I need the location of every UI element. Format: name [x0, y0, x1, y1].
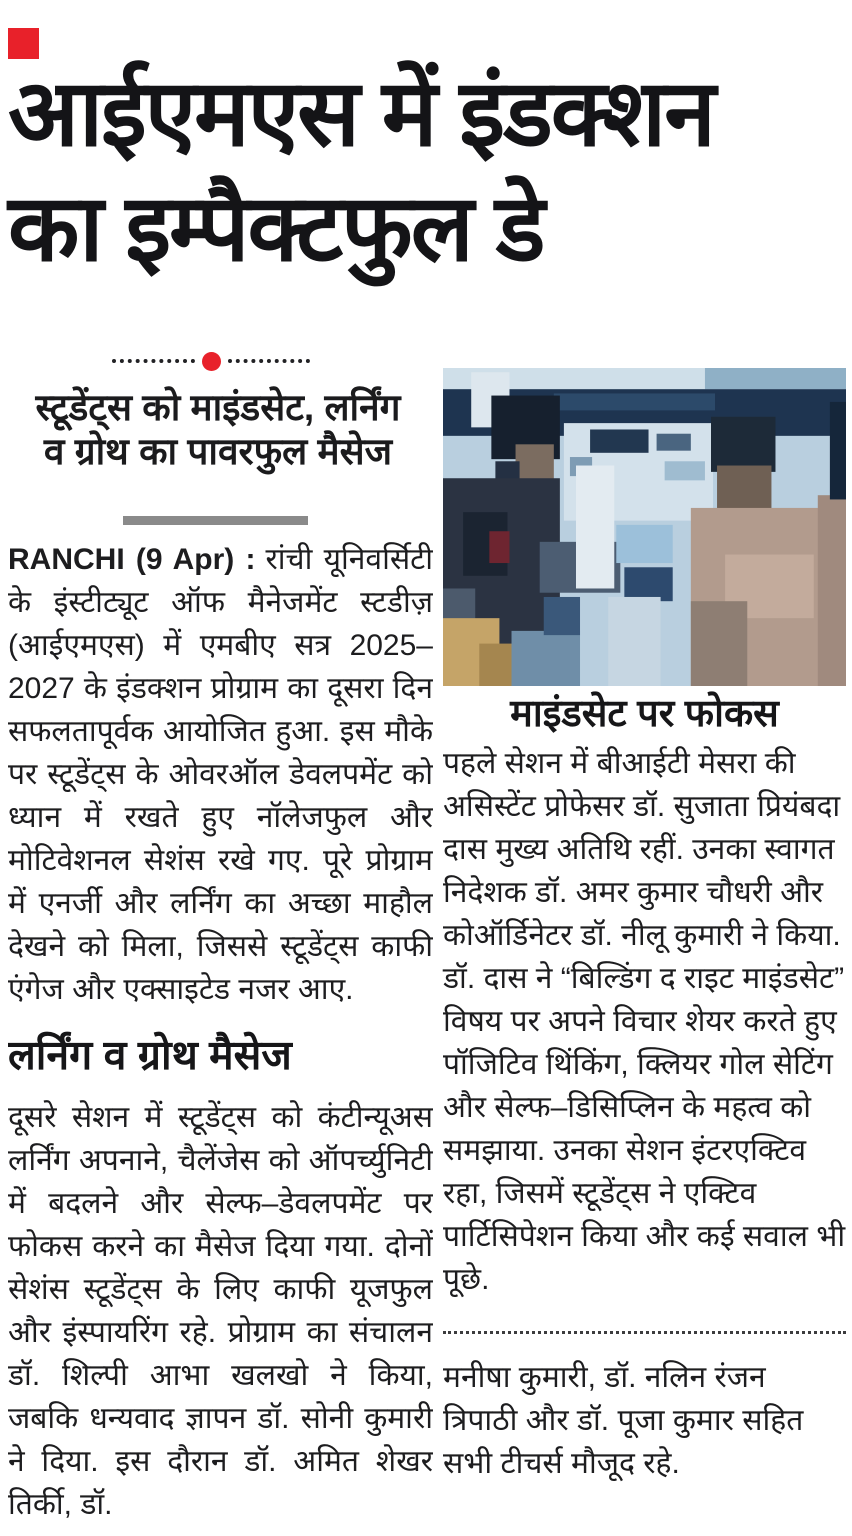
lead-paragraph: [8, 538, 433, 1011]
gray-rule: [123, 516, 308, 525]
subheadline-line-2: व ग्रोथ का पावरफुल मैसेज: [43, 431, 393, 473]
dateline: RANCHI (9 Apr) :: [8, 543, 256, 576]
dotted-line-right: [228, 359, 311, 363]
left-column: [8, 538, 433, 1528]
red-square-logo-icon: [8, 28, 39, 59]
section-heading: लर्निंग व ग्रोथ मैसेज: [8, 1032, 292, 1078]
lead-paragraph-text: रांची यूनिवर्सिटी के इंस्टीट्यूट ऑफ मैनेजमेंट स्टडीज़ (आईएमएस) में एमबीए सत्र 2025–2027 के इंडक्शन प्रोग्राम का दूसरा दिन सफलतापूर्वक आयोजित हुआ. इस मौके पर स्टूडेंट्स के ओवरऑल डेवलपमेंट को ध्यान में रखते हुए नॉलेजफुल और मोटिवेशनल सेशंस रखे गए. पूरे प्रोग्राम में एनर्जी और लर्निंग का अच्छा माहौल देखने को मिला, जिससे स्टूडेंट्स काफी एंगेज और एक्साइटेड नजर आए.: [8, 543, 433, 1006]
right-column: [443, 368, 846, 1485]
red-dot-icon: [202, 352, 221, 371]
subheadline-line-1: स्टूडेंट्स को माइंडसेट, लर्निंग: [35, 387, 401, 428]
headline-line-1: आईएमएस में इंडक्शन: [8, 61, 714, 165]
photo-caption: माइंडसेट पर फोकस: [510, 693, 779, 735]
second-paragraph: दूसरे सेशन में स्टूडेंट्स को कंटीन्यूअस लर्निंग अपनाने, चैलेंजेस को ऑपर्च्युनिटी में बदलने और सेल्फ–डेवलपमेंट पर फोकस करने का मैसेज दिया गया. दोनों सेशंस स्टूडेंट्स के लिए काफी यूजफुल और इंस्पायरिंग रहे. प्रोग्राम का संचालन डॉ. शिल्पी आभा खलखो ने किया, जबकि धन्यवाद ज्ञापन डॉ. सोनी कुमारी ने दिया. इस दौरान डॉ. अमित शेखर तिर्की, डॉ.: [8, 1101, 433, 1522]
article-subheadline: [0, 386, 436, 475]
article-photo: [443, 368, 846, 686]
headline-line-2: का इम्पैक्टफुल डे: [8, 176, 544, 281]
footnote-paragraph: मनीषा कुमारी, डॉ. नलिन रंजन त्रिपाठी और डॉ. पूजा कुमार सहित सभी टीचर्स मौजूद रहे.: [443, 1360, 804, 1480]
dotted-rule: [443, 1331, 846, 1334]
dotted-line-left: [112, 359, 195, 363]
right-paragraph: पहले सेशन में बीआईटी मेसरा की असिस्टेंट प्रोफेसर डॉ. सुजाता प्रियंबदा दास मुख्य अतिथि रहीं. उनका स्वागत निदेशक डॉ. अमर कुमार चौधरी और कोऑर्डिनेटर डॉ. नीलू कुमारी ने किया. डॉ. दास ने “बिल्डिंग द राइट माइंडसेट” विषय पर अपने विचार शेयर करते हुए पॉजिटिव थिंकिंग, क्लियर गोल सेटिंग और सेल्फ–डिसिप्लिन के महत्व को समझाया. उनका सेशन इंटरएक्टिव रहा, जिसमें स्टूडेंट्स ने एक्टिव पार्टिसिपेशन किया और कई सवाल भी पूछे.: [443, 746, 846, 1296]
article-headline: [8, 56, 846, 287]
deck-divider: [112, 350, 310, 372]
